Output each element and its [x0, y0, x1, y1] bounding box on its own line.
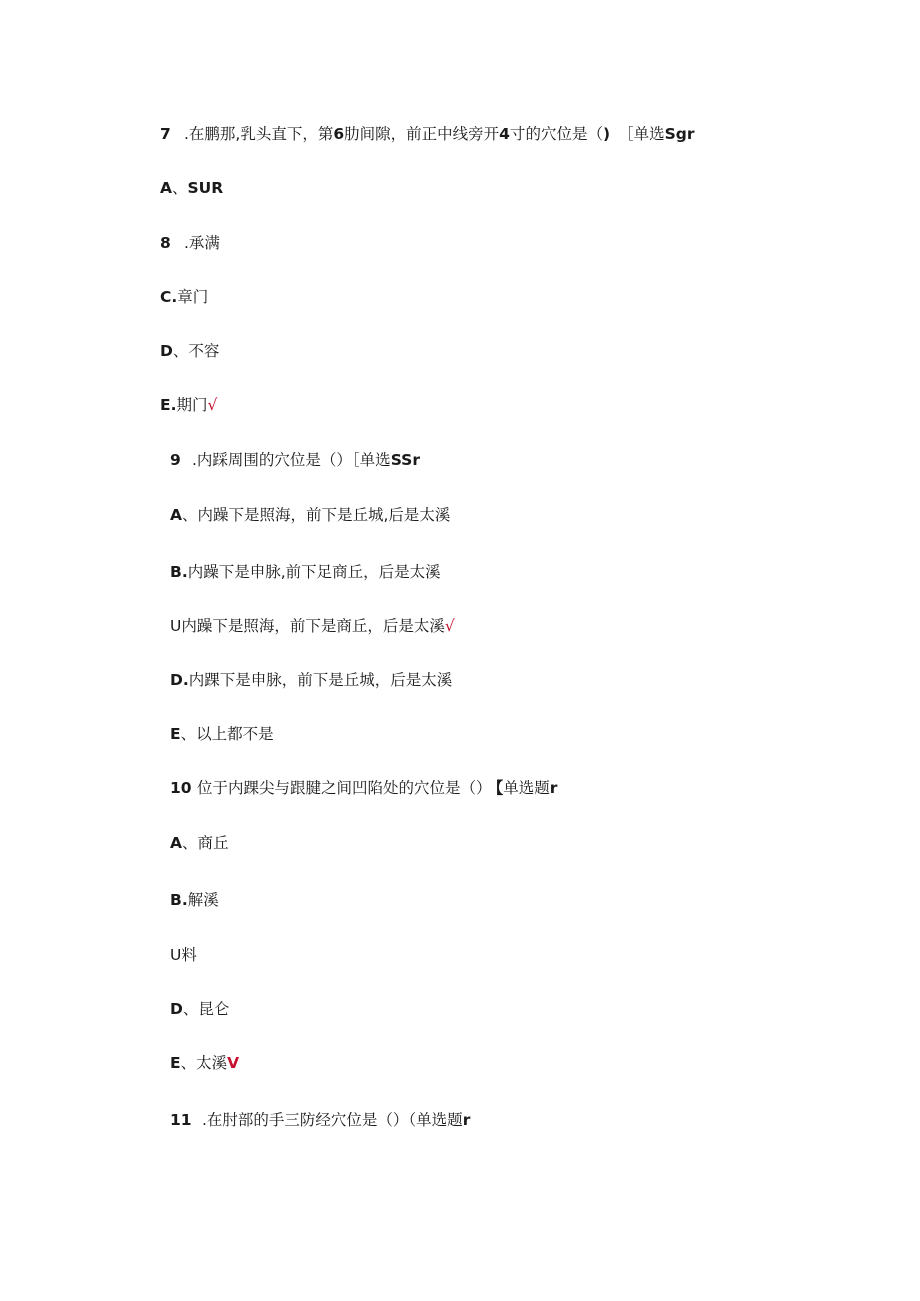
option-e: E.期门√ — [160, 396, 218, 414]
option-b: B.内躁下是申脉,前下足商丘，后是太溪 — [170, 563, 441, 581]
option-b: B.解溪 — [170, 891, 219, 909]
question-9: 9 .内踩周围的穴位是（）［单选SSr — [170, 451, 420, 469]
option-a: A、SUR — [160, 179, 224, 197]
option-d: D、不容 — [160, 342, 220, 360]
question-11: 11 .在肘部的手三防经穴位是（）（单选题r — [170, 1111, 471, 1129]
option-c: U料 — [170, 946, 197, 964]
option-a: A、商丘 — [170, 834, 229, 852]
option-c: C.章门 — [160, 288, 209, 306]
question-text: 位于内踝尖与跟腱之间凹陷处的穴位是（） — [197, 779, 492, 797]
correct-check-icon: √ — [207, 396, 218, 414]
correct-check-icon: √ — [444, 617, 455, 635]
question-number: 11 — [170, 1111, 192, 1129]
question-text: .在鹏那,乳头直下，第 — [184, 125, 334, 143]
option-d: D、昆仑 — [170, 1000, 230, 1018]
option-a: A、内躁下是照海，前下是丘城,后是太溪 — [170, 506, 451, 524]
option-e: E、太溪V — [170, 1054, 240, 1072]
question-number: 7 — [160, 125, 171, 143]
option-d: D.内踝下是申脉，前下是丘城，后是太溪 — [170, 671, 453, 689]
question-10: 10 位于内踝尖与跟腱之间凹陷处的穴位是（） 【单选题r — [170, 779, 558, 797]
question-number: 10 — [170, 779, 192, 797]
question-number: 9 — [170, 451, 181, 469]
option-c: U内躁下是照海，前下是商丘，后是太溪√ — [170, 617, 455, 635]
correct-check-icon: V — [227, 1054, 240, 1072]
option-b: 8 .承满 — [160, 234, 220, 252]
question-7: 7 .在鹏那,乳头直下，第6肋间隙，前正中线旁开4寸的穴位是（) ［单选Sgr — [160, 125, 695, 143]
question-text: .内踩周围的穴位是（）［单选 — [192, 451, 391, 469]
option-e: E、以上都不是 — [170, 725, 274, 743]
question-text: .在肘部的手三防经穴位是（）（单选题 — [202, 1111, 463, 1129]
